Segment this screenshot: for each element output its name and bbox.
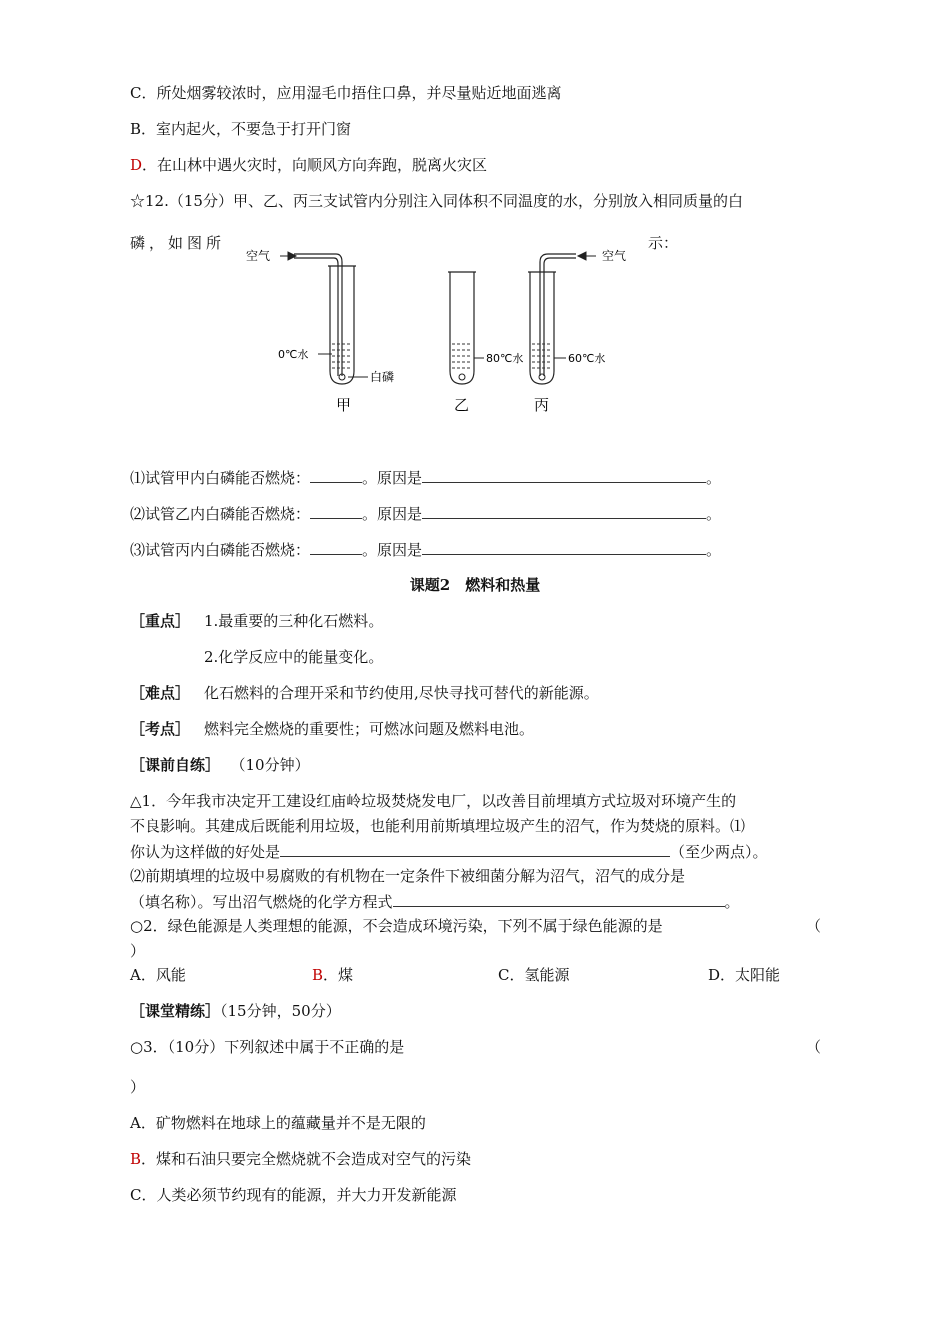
q3-option-b-letter: B bbox=[130, 1150, 142, 1168]
q1-benefit-hint: （至少两点）。 bbox=[670, 843, 768, 861]
q12-sub2-blank-yesno[interactable] bbox=[310, 502, 362, 519]
phosphorus-label: 白磷 bbox=[370, 370, 395, 384]
q2-stem: ○2．绿色能源是人类理想的能源，不会造成环境污染，下列不属于绿色能源的是 bbox=[130, 917, 663, 935]
option-b-line: B．室内起火，不要急于打开门窗 bbox=[130, 120, 352, 138]
q12-sub2-blank-reason[interactable] bbox=[422, 502, 706, 519]
q12-sub1-reason-label: 。原因是 bbox=[362, 469, 423, 487]
exam-points-label: ［考点］ bbox=[130, 720, 191, 738]
q1-benefit-label: 你认为这样做的好处是 bbox=[130, 843, 281, 861]
q3-paren-close: ） bbox=[130, 1078, 146, 1096]
q1-equation-label: （填名称）。写出沼气燃烧的化学方程式 bbox=[130, 893, 393, 911]
q12-sub3-reason-label: 。原因是 bbox=[362, 541, 423, 559]
q2-option-b bbox=[312, 964, 353, 986]
water-label-bing: 60℃水 bbox=[568, 352, 606, 365]
q3-stem: ○3．（10分）下列叙述中属于不正确的是 bbox=[130, 1038, 405, 1056]
q1-equation-end: 。 bbox=[724, 893, 740, 911]
q3-option-c: C．人类必须节约现有的能源，并大力开发新能源 bbox=[130, 1186, 457, 1204]
difficulty-text: 化石燃料的合理开采和节约使用,尽快寻找可替代的新能源。 bbox=[204, 684, 599, 702]
q2-option-b-text: ．煤 bbox=[323, 966, 354, 984]
tube-label-yi: 乙 bbox=[454, 396, 470, 414]
q3-option-b bbox=[130, 1148, 471, 1170]
air-label-right: 空气 bbox=[602, 249, 627, 263]
key-point-1: 1.最重要的三种化石燃料。 bbox=[204, 612, 384, 630]
q2-option-d: D．太阳能 bbox=[708, 966, 781, 984]
option-d-letter: D bbox=[130, 156, 143, 174]
tube-label-jia: 甲 bbox=[336, 396, 352, 414]
pre-practice-label: ［课前自练］ bbox=[130, 756, 221, 774]
q12-sub1-blank-yesno[interactable] bbox=[310, 466, 362, 483]
q12-sub2 bbox=[130, 502, 721, 525]
pre-practice-time: （10分钟） bbox=[238, 756, 310, 774]
class-practice-time: （15分钟，50分） bbox=[220, 1002, 341, 1020]
q12-sub2-reason-label: 。原因是 bbox=[362, 505, 423, 523]
air-label-left: 空气 bbox=[246, 249, 271, 263]
q1-line1: △1．今年我市决定开工建设红庙岭垃圾焚烧发电厂，以改善目前埋填方式垃圾对环境产生的 bbox=[130, 792, 737, 810]
lesson-title: 课题2 燃料和热量 bbox=[409, 576, 541, 594]
tube-label-bing: 丙 bbox=[534, 396, 550, 414]
difficulty-label: ［难点］ bbox=[130, 684, 191, 702]
q1-equation-blank[interactable] bbox=[393, 890, 725, 907]
q3-paren-open: （ bbox=[806, 1038, 822, 1056]
key-point-2: 2.化学反应中的能量变化。 bbox=[204, 648, 384, 666]
q12-sub3-label: ⑶试管丙内白磷能否燃烧： bbox=[130, 541, 311, 559]
test-tube-figure bbox=[240, 236, 660, 416]
q1-line4: ⑵前期填埋的垃圾中易腐败的有机物在一定条件下被细菌分解为沼气，沼气的成分是 bbox=[130, 867, 686, 885]
q1-line5 bbox=[130, 890, 740, 913]
exam-points-text: 燃料完全燃烧的重要性；可燃冰问题及燃料电池。 bbox=[204, 720, 535, 738]
q12-sub1-end: 。 bbox=[706, 469, 722, 487]
q3-option-a: A．矿物燃料在地球上的蕴藏量并不是无限的 bbox=[130, 1114, 426, 1132]
tube-yi bbox=[450, 272, 474, 384]
option-d-text: ．在山林中遇火灾时，向顺风方向奔跑，脱离火灾区 bbox=[142, 156, 488, 174]
q1-benefit-blank[interactable] bbox=[280, 840, 670, 857]
q1-line3 bbox=[130, 840, 768, 863]
phosphorus-bing bbox=[539, 374, 545, 380]
pre-practice-heading bbox=[130, 754, 310, 776]
class-practice-label: ［课堂精练］ bbox=[130, 1002, 221, 1020]
water-label-yi: 80℃水 bbox=[486, 352, 524, 365]
q12-sub3-blank-reason[interactable] bbox=[422, 538, 706, 555]
q12-sub3-end: 。 bbox=[706, 541, 722, 559]
q12-sub2-end: 。 bbox=[706, 505, 722, 523]
q12-sub3-blank-yesno[interactable] bbox=[310, 538, 362, 555]
option-d-line bbox=[130, 154, 487, 176]
q12-stem-line2a: 磷，如图所 bbox=[130, 234, 226, 252]
phosphorus-yi bbox=[459, 374, 465, 380]
q12-sub1-label: ⑴试管甲内白磷能否燃烧： bbox=[130, 469, 311, 487]
class-practice-heading bbox=[130, 1000, 341, 1022]
key-points-label: ［重点］ bbox=[130, 612, 191, 630]
q12-sub2-label: ⑵试管乙内白磷能否燃烧： bbox=[130, 505, 311, 523]
q2-option-a: A．风能 bbox=[130, 966, 186, 984]
q12-stem-line2b: 示： bbox=[648, 234, 679, 252]
q3-option-b-text: ．煤和石油只要完全燃烧就不会造成对空气的污染 bbox=[141, 1150, 472, 1168]
q2-option-c: C．氢能源 bbox=[498, 966, 570, 984]
q2-paren-close: ） bbox=[130, 942, 146, 960]
q12-stem-line1: ☆12.（15分）甲、乙、丙三支试管内分别注入同体积不同温度的水，分别放入相同质量的白 bbox=[130, 192, 743, 210]
water-label-jia: 0℃水 bbox=[278, 348, 309, 361]
q12-sub1 bbox=[130, 466, 721, 489]
q12-sub1-blank-reason[interactable] bbox=[422, 466, 706, 483]
tube-bing bbox=[530, 272, 554, 384]
q1-line2: 不良影响。其建成后既能利用垃圾，也能利用前斯填埋垃圾产生的沼气，作为焚烧的原料。⑴ bbox=[130, 817, 746, 835]
q12-sub3 bbox=[130, 538, 721, 561]
q2-option-b-letter: B bbox=[312, 966, 324, 984]
q2-paren-open: （ bbox=[806, 917, 822, 935]
option-c-line: C．所处烟雾较浓时，应用湿毛巾捂住口鼻，并尽量贴近地面逃离 bbox=[130, 84, 562, 102]
